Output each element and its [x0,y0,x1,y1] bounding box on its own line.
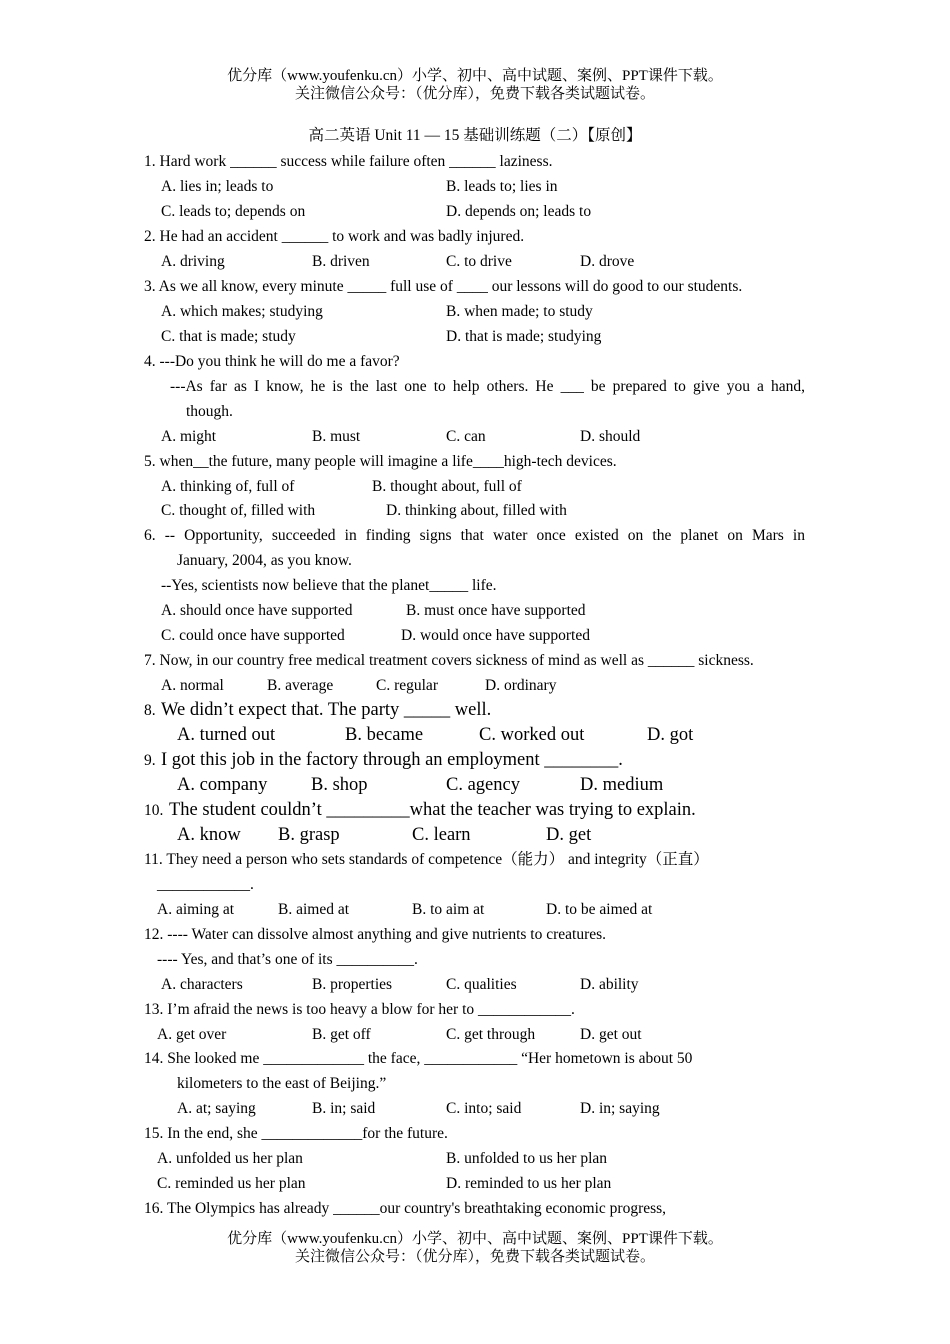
question-8-option-d: D. got [647,725,694,745]
question-1-option-b: B. leads to; lies in [446,178,558,195]
question-4-option-c: C. can [446,428,486,445]
question-9-option-b: B. shop [311,775,368,795]
question-6-stem: 6. -- Opportunity, succeeded in finding signs that water once existed on the planet on Mars in [144,527,805,544]
question-6-reply: --Yes, scientists now believe that the planet_____ life. [161,577,497,594]
question-13-stem: 13. I’m afraid the news is too heavy a blow for her to ____________. [144,1001,575,1018]
question-11-option-c: B. to aim at [412,901,485,918]
question-4-option-d: D. should [580,428,641,445]
question-1-option-c: C. leads to; depends on [161,203,306,220]
question-9-number: 9. [144,752,156,769]
question-5-option-b: B. thought about, full of [372,478,522,495]
question-15-option-d: D. reminded to us her plan [446,1175,612,1192]
question-14-option-d: D. in; saying [580,1100,660,1117]
question-10-option-a: A. know [177,825,241,845]
question-6-option-d: D. would once have supported [401,627,590,644]
question-2-option-c: C. to drive [446,253,512,270]
question-7-option-a: A. normal [161,677,224,694]
footer-line-2: 关注微信公众号：（优分库），免费下载各类试题试卷。 [294,1249,655,1265]
question-2-stem: 2. He had an accident ______ to work and was badly injured. [144,228,525,245]
question-10-option-d: D. get [546,825,592,845]
question-10-option-c: C. learn [412,825,471,845]
question-7-stem: 7. Now, in our country free medical treatment covers sickness of mind as well as ______ sickness. [144,652,754,669]
question-9-stem: I got this job in the factory through an employment ________. [161,750,623,770]
question-12-reply: ---- Yes, and that’s one of its __________. [157,951,418,968]
question-4-reply: ---As far as I know, he is the last one to help others. He ___ be prepared to give you a hand, [170,378,805,395]
question-14-stem: 14. She looked me _____________ the face, ____________ “Her hometown is about 50 [144,1050,693,1067]
header-line-2: 关注微信公众号：（优分库），免费下载各类试题试卷。 [294,86,655,102]
question-11-stem: 11. They need a person who sets standards of competence（能力） and integrity（正直） [144,851,709,868]
question-13-option-c: C. get through [446,1026,536,1043]
header-line-1: 优分库（www.youfenku.cn）小学、初中、高中试题、案例、PPT课件下载。 [227,68,723,84]
question-12-option-c: C. qualities [446,976,517,993]
question-6-option-c: C. could once have supported [161,627,345,644]
question-1-option-d: D. depends on; leads to [446,203,592,220]
question-5-option-d: D. thinking about, filled with [386,502,567,519]
question-2-option-b: B. driven [312,253,370,270]
question-7-option-b: B. average [267,677,334,694]
question-14-option-c: C. into; said [446,1100,522,1117]
question-5-option-c: C. thought of, filled with [161,502,316,519]
question-10-number: 10. [144,802,164,819]
page-title: 高二英语 Unit 11 — 15 基础训练题（二）【原创】 [308,127,642,144]
question-9-option-a: A. company [177,775,268,795]
question-3-stem: 3. As we all know, every minute _____ full use of ____ our lessons will do good to our students. [144,278,743,295]
question-2-option-d: D. drove [580,253,635,270]
question-5-stem: 5. when__the future, many people will imagine a life____high-tech devices. [144,453,617,470]
question-6-stem-cont: January, 2004, as you know. [177,552,352,569]
question-15-option-c: C. reminded us her plan [157,1175,306,1192]
question-15-option-a: A. unfolded us her plan [157,1150,303,1167]
question-7-option-c: C. regular [376,677,438,694]
question-1-option-a: A. lies in; leads to [161,178,274,195]
question-12-stem: 12. ---- Water can dissolve almost anything and give nutrients to creatures. [144,926,607,943]
question-11-option-d: D. to be aimed at [546,901,653,918]
question-15-option-b: B. unfolded to us her plan [446,1150,608,1167]
footer-line-1: 优分库（www.youfenku.cn）小学、初中、高中试题、案例、PPT课件下载。 [227,1231,723,1247]
question-10-option-b: B. grasp [278,825,340,845]
question-3-option-c: C. that is made; study [161,328,296,345]
question-8-option-a: A. turned out [177,725,276,745]
question-10-stem: The student couldn’t _________what the teacher was trying to explain. [169,800,696,820]
question-8-option-b: B. became [345,725,424,745]
question-11-option-b: B. aimed at [278,901,350,918]
question-8-option-c: C. worked out [479,725,585,745]
question-1-stem: 1. Hard work ______ success while failure often ______ laziness. [144,153,553,170]
question-6-option-a: A. should once have supported [161,602,353,619]
question-2-option-a: A. driving [161,253,225,270]
question-12-option-d: D. ability [580,976,639,993]
question-13-option-b: B. get off [312,1026,371,1043]
question-13-option-d: D. get out [580,1026,642,1043]
question-4-option-a: A. might [161,428,217,445]
question-4-option-b: B. must [312,428,361,445]
question-9-option-c: C. agency [446,775,520,795]
question-8-number: 8. [144,702,156,719]
question-5-option-a: A. thinking of, full of [161,478,295,495]
question-15-stem: 15. In the end, she _____________for the future. [144,1125,448,1142]
question-16-stem: 16. The Olympics has already ______our country's breathtaking economic progress, [144,1200,667,1217]
question-12-option-a: A. characters [161,976,243,993]
question-3-option-d: D. that is made; studying [446,328,602,345]
question-9-option-d: D. medium [580,775,664,795]
question-8-stem: We didn’t expect that. The party _____ well. [161,700,492,720]
question-14-option-a: A. at; saying [177,1100,256,1117]
question-3-option-a: A. which makes; studying [161,303,323,320]
question-12-option-b: B. properties [312,976,393,993]
question-14-stem-cont: kilometers to the east of Beijing.” [177,1075,387,1092]
question-13-option-a: A. get over [157,1026,227,1043]
question-11-option-a: A. aiming at [157,901,235,918]
question-14-option-b: B. in; said [312,1100,376,1117]
question-3-option-b: B. when made; to study [446,303,593,320]
question-4-reply-cont: though. [186,403,233,420]
question-4-stem: 4. ---Do you think he will do me a favor? [144,353,400,370]
question-6-option-b: B. must once have supported [406,602,586,619]
question-7-option-d: D. ordinary [485,677,557,694]
question-11-blank: ____________. [157,876,254,893]
